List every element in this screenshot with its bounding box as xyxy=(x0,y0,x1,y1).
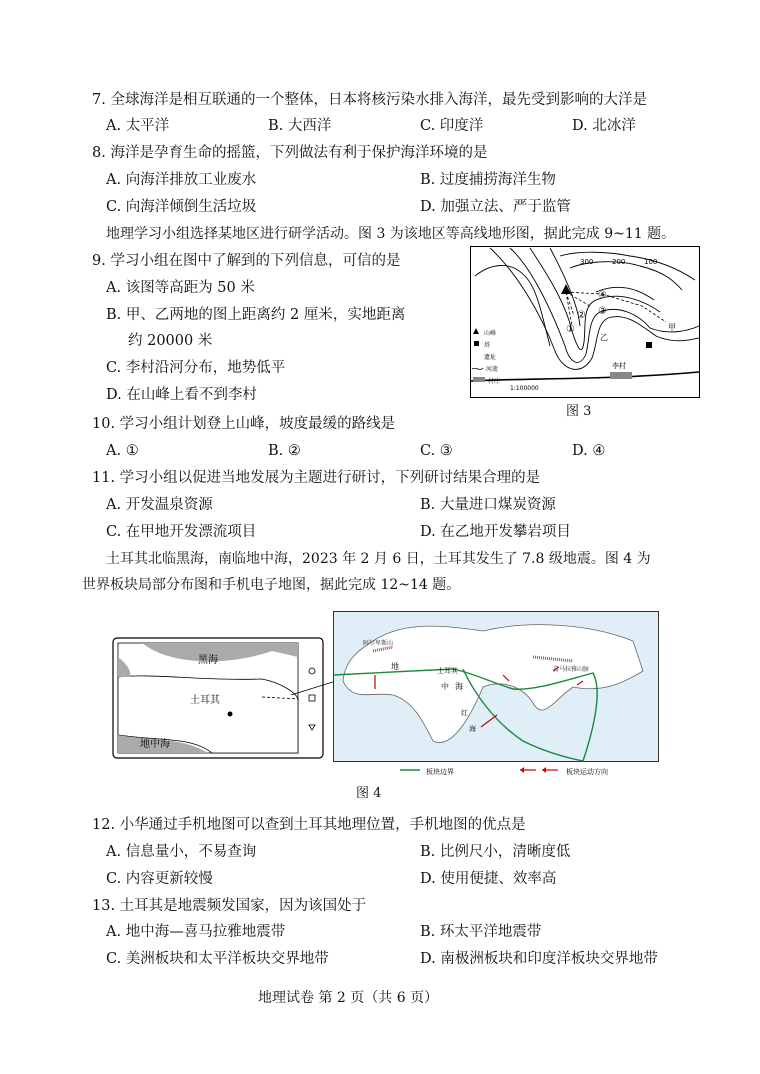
svg-text:200: 200 xyxy=(612,258,626,266)
plate-map-figure xyxy=(333,611,659,762)
q12-option-a: A. 信息量小，不易查询 xyxy=(106,844,257,860)
q7-option-a: A. 太平洋 xyxy=(106,118,170,134)
q8-option-d: D. 加强立法、严于监管 xyxy=(420,199,571,215)
intro-9-11: 地理学习小组选择某地区进行研学活动。图 3 为该地区等高线地形图，据此完成 9~11 题。 xyxy=(106,226,676,242)
svg-text:塔: 塔 xyxy=(484,342,491,349)
q10-stem: 10. 学习小组计划登上山峰，坡度最缓的路线是 xyxy=(92,416,396,432)
svg-text:村庄: 村庄 xyxy=(488,378,501,385)
tower-icon xyxy=(646,342,652,348)
q13-option-d: D. 南极洲板块和印度洋板块交界地带 xyxy=(420,951,658,967)
svg-text:土耳其: 土耳其 xyxy=(190,695,220,706)
q11-option-b: B. 大量进口煤炭资源 xyxy=(420,497,556,513)
q11-stem: 11. 学习小组以促进当地发展为主题进行研讨，下列研讨结果合理的是 xyxy=(92,470,541,486)
svg-text:板块边界: 板块边界 xyxy=(426,768,454,776)
figure-4-caption: 图 4 xyxy=(356,786,382,801)
q12-stem: 12. 小华通过手机地图可以查到土耳其地理位置，手机地图的优点是 xyxy=(92,817,526,833)
svg-text:③: ③ xyxy=(598,306,607,317)
svg-text:河流: 河流 xyxy=(486,366,499,373)
q7-stem: 7. 全球海洋是相互联通的一个整体，日本将核污染水排入海洋，最先受到影响的大洋是 xyxy=(92,92,647,108)
intro-12-14-line1: 土耳其北临黑海，南临地中海，2023 年 2 月 6 日，土耳其发生了 7.8 级地震。图 4 为 xyxy=(106,551,651,567)
svg-text:山峰: 山峰 xyxy=(484,330,497,337)
figure-3-caption: 图 3 xyxy=(566,404,592,419)
q8-option-c: C. 向海洋倾倒生活垃圾 xyxy=(106,199,257,215)
svg-text:1:100000: 1:100000 xyxy=(510,385,539,392)
q9-option-b-cont: 约 20000 米 xyxy=(128,333,213,349)
q13-option-c: C. 美洲板块和太平洋板块交界地带 xyxy=(106,951,329,967)
q12-option-d: D. 使用便捷、效率高 xyxy=(420,871,557,887)
svg-text:海: 海 xyxy=(455,682,463,691)
q12-option-b: B. 比例尺小，清晰度低 xyxy=(420,844,571,860)
q10-option-b: B. ② xyxy=(268,443,301,459)
q11-option-d: D. 在乙地开发攀岩项目 xyxy=(420,524,571,540)
svg-text:李村: 李村 xyxy=(612,362,626,370)
pointer-line xyxy=(230,645,336,695)
q7-option-d: D. 北冰洋 xyxy=(572,118,636,134)
q11-option-c: C. 在甲地开发漂流项目 xyxy=(106,524,257,540)
svg-text:乙: 乙 xyxy=(600,333,608,342)
q10-option-c: C. ③ xyxy=(420,443,453,459)
svg-text:板块运动方向: 板块运动方向 xyxy=(566,768,608,776)
q10-option-a: A. ① xyxy=(106,443,139,459)
svg-text:土耳其: 土耳其 xyxy=(437,667,458,675)
svg-text:中: 中 xyxy=(441,682,449,691)
q8-option-a: A. 向海洋排放工业废水 xyxy=(106,172,257,188)
q8-stem: 8. 海洋是孕育生命的摇篮，下列做法有利于保护海洋环境的是 xyxy=(92,145,488,161)
q13-option-a: A. 地中海—喜马拉雅地震带 xyxy=(106,924,286,940)
q9-stem: 9. 学习小组在图中了解到的下列信息，可信的是 xyxy=(92,253,401,269)
svg-text:黑海: 黑海 xyxy=(198,655,218,666)
svg-text:②: ② xyxy=(577,310,586,321)
q11-option-a: A. 开发温泉资源 xyxy=(106,497,213,513)
svg-text:海: 海 xyxy=(469,725,476,733)
svg-text:④: ④ xyxy=(598,290,607,301)
village-icon xyxy=(610,372,632,379)
q7-option-b: B. 大西洋 xyxy=(268,118,332,134)
svg-text:①: ① xyxy=(566,324,575,335)
q12-option-c: C. 内容更新较慢 xyxy=(106,871,213,887)
q9-option-d: D. 在山峰上看不到李村 xyxy=(106,387,257,403)
page-footer: 地理试卷 第 2 页（共 6 页） xyxy=(258,990,439,1006)
svg-text:甲: 甲 xyxy=(668,323,676,332)
intro-12-14-line2: 世界板块局部分布图和手机电子地图，据此完成 12~14 题。 xyxy=(82,577,461,593)
q10-option-d: D. ④ xyxy=(572,443,606,459)
contour-map-figure xyxy=(470,246,700,398)
svg-text:300: 300 xyxy=(580,258,594,266)
q13-stem: 13. 土耳其是地震频发国家，因为该国处于 xyxy=(92,898,367,914)
q9-option-b: B. 甲、乙两地的图上距离约 2 厘米，实地距离 xyxy=(106,307,406,323)
q9-option-c: C. 李村沿河分布，地势低平 xyxy=(106,360,286,376)
svg-text:地: 地 xyxy=(391,662,399,671)
svg-text:100: 100 xyxy=(644,258,658,266)
svg-text:红: 红 xyxy=(461,709,468,717)
q13-option-b: B. 环太平洋地震带 xyxy=(420,924,542,940)
svg-text:喜马拉雅山脉: 喜马拉雅山脉 xyxy=(553,666,590,673)
q9-option-a: A. 该图等高距为 50 米 xyxy=(106,280,255,296)
svg-text:遗址: 遗址 xyxy=(484,354,497,361)
svg-text:阿尔卑斯山: 阿尔卑斯山 xyxy=(363,640,394,647)
figure-4-legend xyxy=(400,763,660,777)
q7-option-c: C. 印度洋 xyxy=(420,118,484,134)
q8-option-b: B. 过度捕捞海洋生物 xyxy=(420,172,556,188)
svg-text:地中海: 地中海 xyxy=(140,739,170,750)
